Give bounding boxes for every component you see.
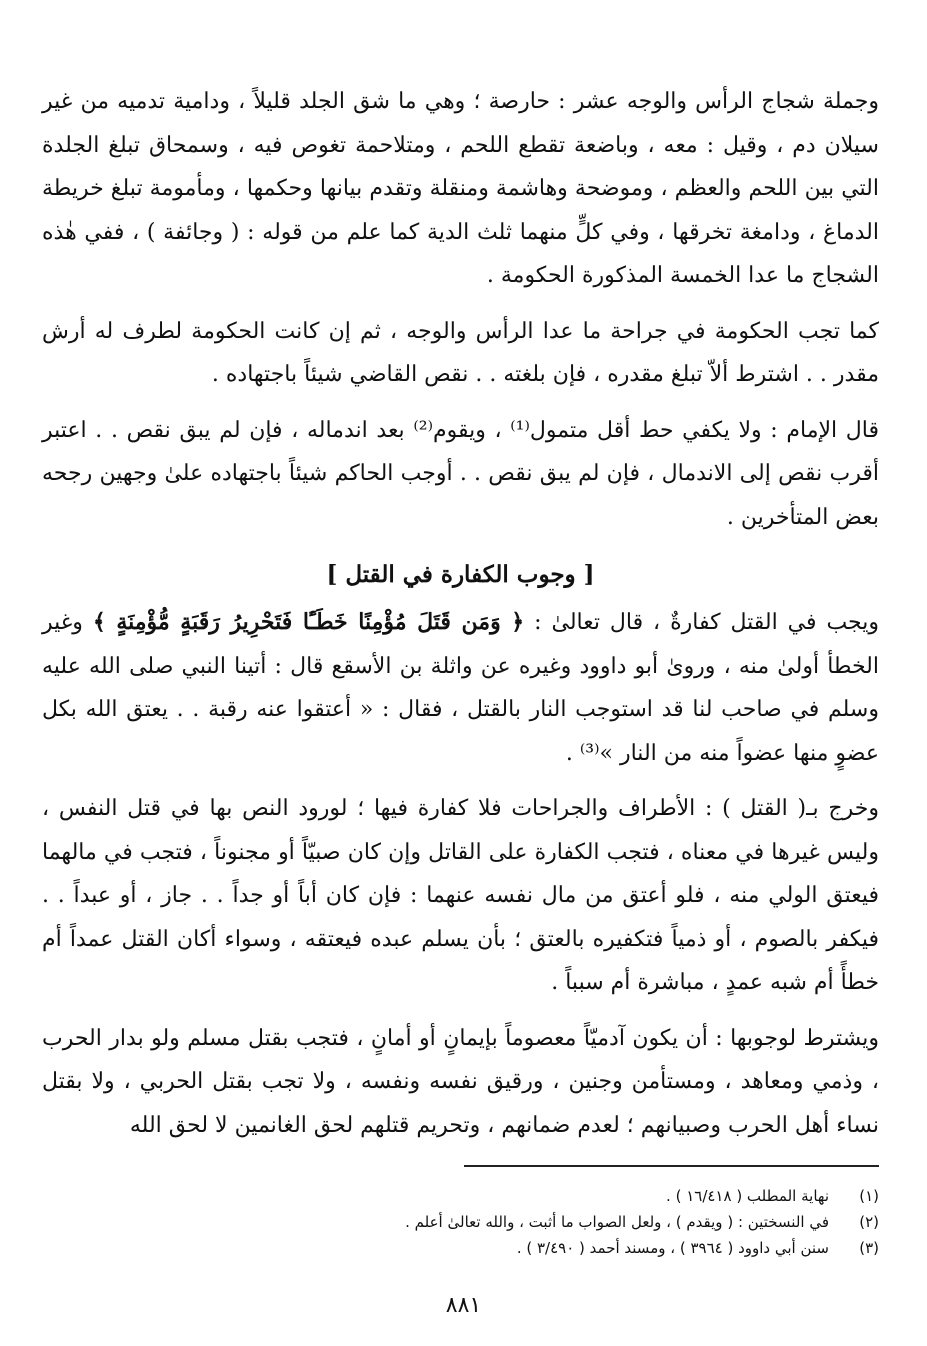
- paragraph-head-wounds: وجملة شجاج الرأس والوجه عشر : حارصة ؛ وهي ما شق الجلد قليلاً ، ودامية تدميه من غير سيلان دم ، وقيل : معه ، وباضعة تقطع اللحم ، ومتلاحمة تغوص فيه ، وسمحاق تبلغ الجلدة التي بين اللحم والعظم ، وموضحة وهاشمة ومنقلة وتقدم بيانها وحكمها ، ومأمومة تبلغ خريطة الدماغ ، ودامغة تخرقها ، وفي كلٍّ منهما ثلث الدية كما علم من قوله : ( وجائفة ) ، ففي هٰذه الشجاج ما عدا الخمسة المذكورة الحكومة .: [42, 89, 879, 288]
- footnote-item: [42, 1235, 879, 1261]
- footnote-text: سنن أبي داوود ( ٣٩٦٤ ) ، ومسند أحمد ( ٣/٤٩٠ ) .: [516, 1239, 829, 1257]
- paragraph-expiation-obligation: [42, 601, 879, 775]
- section-heading: [ وجوب الكفارة في القتل ]: [326, 561, 595, 588]
- footnote-text: نهاية المطلب ( ١٦/٤١٨ ) .: [666, 1187, 829, 1205]
- footnote-number: (٢): [859, 1213, 879, 1231]
- footnotes: [42, 1183, 879, 1261]
- paragraph-government-compensation: كما تجب الحكومة في جراحة ما عدا الرأس والوجه ، ثم إن كانت الحكومة لطرف له أرش مقدر . . اشترط ألاّ تبلغ مقدره ، فإن بلغته . . نقص القاضي شيئاً باجتهاده .: [42, 318, 879, 387]
- footnote-item: [42, 1209, 879, 1235]
- page-number: ٨٨١: [445, 1293, 482, 1318]
- footnote-divider: [464, 1165, 879, 1167]
- footnote-number: (٣): [859, 1239, 879, 1257]
- paragraph-imam-opinion: قال الإمام : ولا يكفي حط أقل متمول⁽¹⁾ ، ويقوم⁽²⁾ بعد اندماله ، فإن لم يبق نقص . . اعتبر أقرب نقص إلى الاندمال ، فإن لم يبق نقص . . أوجب الحاكم شيئاً باجتهاده علىٰ وجهين رجحه بعض المتأخرين .: [42, 417, 879, 530]
- footnote-text: في النسختين : ( ويقدم ) ، ولعل الصواب ما أثبت ، والله تعالىٰ أعلم .: [405, 1213, 829, 1231]
- main-text: [42, 80, 879, 1147]
- footnote-item: [42, 1183, 879, 1209]
- footnote-number: (١): [859, 1187, 879, 1205]
- paragraph-limbs-exclusion: وخرج بـ( القتل ) : الأطراف والجراحات فلا كفارة فيها ؛ لورود النص بها في قتل النفس ، وليس غيرها في معناه ، فتجب الكفارة على القاتل وإن كان صبيّاً أو مجنوناً ، فتجب في مالهما فيعتق الولي منه ، فلو أعتق من مال نفسه عنهما : فإن كان أباً أو جداً . . جاز ، أو عبداً . . فيكفر بالصوم ، أو ذمياً فتكفيره بالعتق ؛ بأن يسلم عبده فيعتقه ، وسواء أكان القتل عمداً أم خطأً أم شبه عمدٍ ، مباشرة أم سبباً .: [42, 796, 879, 995]
- paragraph-expiation-start: ويجب في القتل كفارةٌ ، قال تعالىٰ :: [524, 610, 880, 635]
- quran-verse: ﴿ وَمَن قَتَلَ مُؤْمِنًا خَطَـًٔا فَتَحْرِيرُ رَقَبَةٍ مُّؤْمِنَةٍ ﴾: [92, 609, 525, 635]
- paragraph-conditions: ويشترط لوجوبها : أن يكون آدميّاً معصوماً بإيمانٍ أو أمانٍ ، فتجب بقتل مسلم ولو بدار الحرب ، وذمي ومعاهد ، ومستأمن وجنين ، ورقيق نفسه ونفسه ، ولا تجب بقتل الحربي ، ولا بقتل نساء أهل الحرب وصبيانهم ؛ لعدم ضمانهم ، وتحريم قتلهم لحق الغانمين لا لحق الله: [42, 1025, 879, 1138]
- paragraph-expiation-end: وغير الخطأ أولىٰ منه ، وروىٰ أبو داوود وغيره عن واثلة بن الأسقع قال : أتينا النبي صلى الله عليه وسلم في صاحب لنا قد استوجب النار بالقتل ، فقال : « أعتقوا عنه رقبة . . يعتق الله بكل عضوٍ منها عضواً منه من النار »⁽³⁾ .: [42, 610, 879, 766]
